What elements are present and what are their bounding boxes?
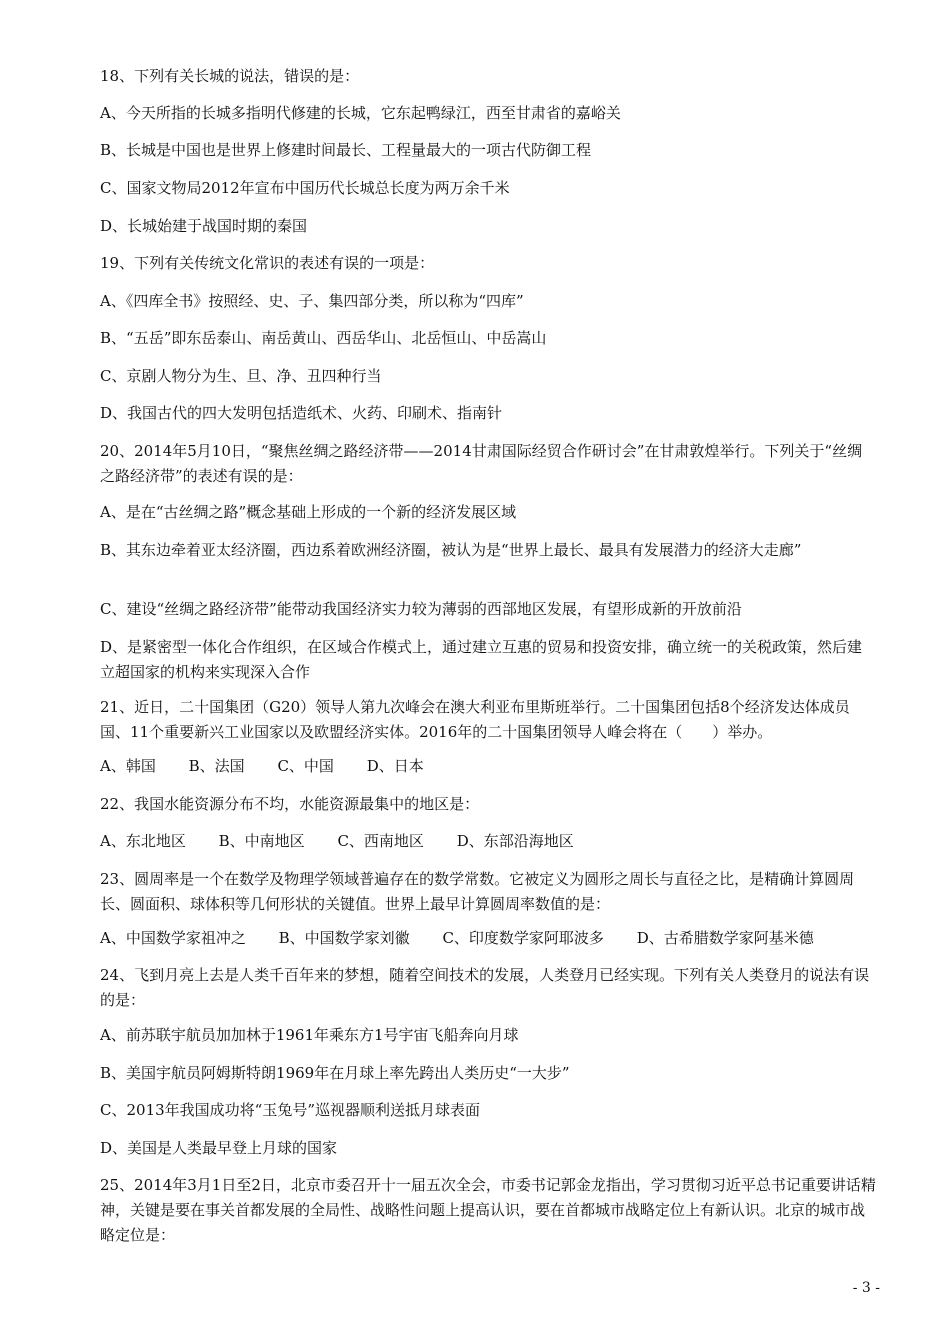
question-18-option-d: D、长城始建于战国时期的秦国 [100,217,308,235]
question-19-option-b: B、“五岳”即东岳泰山、南岳黄山、西岳华山、北岳恒山、中岳嵩山 [100,329,547,347]
question-22-options [100,829,602,854]
question-18-stem: 18、下列有关长城的说法，错误的是： [100,67,360,85]
question-20-option-c: C、建设“丝绸之路经济带”能带动我国经济实力较为薄弱的西部地区发展，有望形成新的开放前沿 [100,600,742,618]
question-23-stem: 23、圆周率是一个在数学及物理学领域普遍存在的数学常数。它被定义为圆形之周长与直径之比，是精确计算圆周长、圆面积、球体积等几何形状的关键值。世界上最早计算圆周率数值的是： [100,870,855,913]
question-21-option-a: A、韩国 [100,757,156,775]
question-21-option-c: C、中国 [277,757,334,775]
question-23-options [100,926,842,951]
question-23-option-b: B、中国数学家刘徽 [278,929,410,947]
question-21-stem: 21、近日，二十国集团（G20）领导人第九次峰会在澳大利亚布里斯班举行。二十国集团包括8个经济发达体成员国、11个重要新兴工业国家以及欧盟经济实体。2016年的二十国集团领导人峰会将在（ ）举办。 [100,698,850,741]
question-22-stem: 22、我国水能资源分布不均，水能资源最集中的地区是： [100,795,480,813]
question-24-option-b: B、美国宇航员阿姆斯特朗1969年在月球上率先跨出人类历史“一大步” [100,1064,570,1082]
question-24-option-d: D、美国是人类最早登上月球的国家 [100,1139,338,1157]
page-number: - 3 - [852,1280,880,1296]
question-22-option-b: B、中南地区 [218,832,305,850]
question-21-option-d: D、日本 [366,757,424,775]
question-25-stem: 25、2014年3月1日至2日，北京市委召开十一届五次全会，市委书记郭金龙指出，学习贯彻习近平总书记重要讲话精神，关键是要在事关首都发展的全局性、战略性问题上提高认识，要在首都城市战略定位上有新认识。北京的城市战略定位是： [100,1176,876,1244]
question-19-stem: 19、下列有关传统文化常识的表述有误的一项是： [100,254,435,272]
question-24-stem: 24、飞到月亮上去是人类千百年来的梦想，随着空间技术的发展，人类登月已经实现。下列有关人类登月的说法有误的是： [100,966,870,1009]
question-21-options [100,754,452,779]
question-22-option-c: C、西南地区 [337,832,424,850]
question-20-stem: 20、2014年5月10日，“聚焦丝绸之路经济带——2014甘肃国际经贸合作研讨会”在甘肃敦煌举行。下列关于“丝绸之路经济带”的表述有误的是： [100,442,863,485]
question-18-option-a: A、今天所指的长城多指明代修建的长城，它东起鸭绿江，西至甘肃省的嘉峪关 [100,104,621,122]
question-20-option-a: A、是在“古丝绸之路”概念基础上形成的一个新的经济发展区域 [100,503,517,521]
question-18-option-c: C、国家文物局2012年宣布中国历代长城总长度为两万余千米 [100,179,510,197]
question-22-option-a: A、东北地区 [100,832,186,850]
question-20-option-b: B、其东边牵着亚太经济圈，西边系着欧洲经济圈，被认为是“世界上最长、最具有发展潜力的经济大走廊” [100,541,802,559]
question-19-option-d: D、我国古代的四大发明包括造纸术、火药、印刷术、指南针 [100,404,503,422]
question-19-option-a: A、《四库全书》按照经、史、子、集四部分类，所以称为“四库” [100,292,524,310]
question-20-option-d: D、是紧密型一体化合作组织，在区域合作模式上，通过建立互惠的贸易和投资安排，确立统一的关税政策，然后建立超国家的机构来实现深入合作 [100,638,863,681]
question-23-option-c: C、印度数学家阿耶波多 [442,929,604,947]
question-19-option-c: C、京剧人物分为生、旦、净、丑四种行当 [100,367,382,385]
question-21-option-b: B、法国 [188,757,245,775]
question-22-option-d: D、东部沿海地区 [456,832,574,850]
question-23-option-d: D、古希腊数学家阿基米德 [636,929,814,947]
question-24-option-a: A、前苏联宇航员加加林于1961年乘东方1号宇宙飞船奔向月球 [100,1026,519,1044]
question-24-option-c: C、2013年我国成功将“玉兔号”巡视器顺利送抵月球表面 [100,1101,480,1119]
question-18-option-b: B、长城是中国也是世界上修建时间最长、工程量最大的一项古代防御工程 [100,141,592,159]
question-23-option-a: A、中国数学家祖冲之 [100,929,246,947]
